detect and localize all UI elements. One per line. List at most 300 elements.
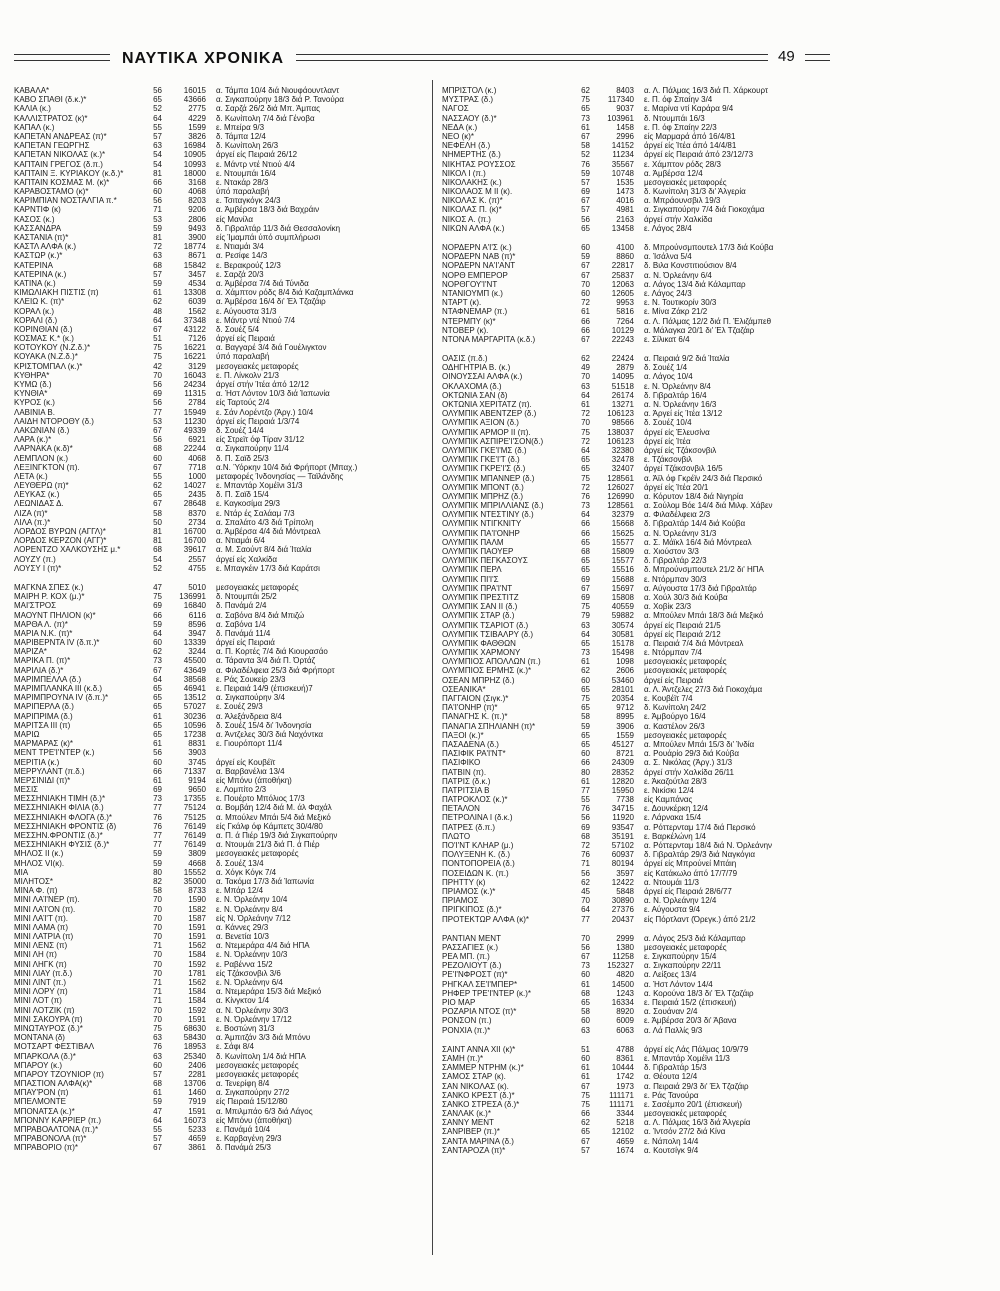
tonnage: 58430	[183, 1033, 206, 1043]
status: α. Σιγκαπούρην 27/2	[216, 1088, 290, 1098]
status: ε. Πειραιά 14/9 (έπισκευή)7	[216, 684, 313, 693]
ship-row	[442, 519, 832, 528]
status: α. Μπιλμπάο 6/3 διά Λάγος	[216, 1106, 313, 1116]
status: α. Σ. Μάϊκλ 16/4 διά Μόντρεαλ	[644, 537, 752, 547]
tonnage: 12102	[611, 1127, 634, 1137]
status: είς Μπόνυ (άποθήκη)	[216, 775, 292, 785]
build-year: 65	[581, 104, 590, 114]
ship-row	[14, 417, 404, 426]
build-year: 75	[581, 427, 590, 437]
ship-name: ΟΛΥΜΠΙΚ ΑΡΜΟΡ ΙΙ (π).	[442, 427, 531, 437]
ship-name: ΠΡΗΤΤΥ (κ)	[442, 877, 486, 887]
ship-name: ΣΑΜΟΣ ΣΤΑΡ (κ).	[442, 1072, 506, 1082]
build-year: 66	[581, 325, 590, 335]
tonnage: 59882	[611, 611, 634, 621]
tonnage: 4534	[188, 278, 206, 288]
status: είς Μανίλα	[216, 214, 253, 224]
ship-name: ΜΠΟΝΝΥ ΚΑΡΡΙΕΡ (π.)	[14, 1115, 102, 1125]
status: α. Θέουτα 12/4	[644, 1072, 698, 1082]
tonnage: 5233	[188, 1125, 206, 1134]
build-year: 61	[581, 400, 590, 409]
tonnage: 4981	[616, 205, 634, 215]
build-year: 75	[581, 1090, 590, 1100]
build-year: 64	[581, 390, 590, 400]
tonnage: 15949	[183, 407, 206, 417]
ship-row	[442, 141, 832, 150]
ship-name: ΡΑΣΣΑΓΙΕΣ (κ.)	[442, 942, 498, 952]
build-year: 70	[153, 370, 162, 380]
status: α. Μπούλεν Μπάι 18/3 διά Μεξικό	[644, 611, 764, 621]
status: άργεί είς Λάς Πάλμας 10/9/79	[644, 1044, 749, 1054]
ship-row	[14, 123, 404, 132]
build-year: 61	[581, 657, 590, 667]
tonnage: 45500	[183, 656, 206, 666]
ship-name: ΜΑΡΘΑ Λ. (π)*	[14, 619, 68, 629]
tonnage: 15668	[611, 519, 634, 529]
ship-name: ΜΠΑΡΚΟΛΑ (δ.)*	[14, 1051, 76, 1061]
build-year: 80	[153, 867, 162, 877]
status: δ. Γιβραλτάρ 29/3 διά Ναγκόγια	[644, 850, 755, 860]
status: ε. Μίνα Ζάκρ 21/2	[644, 307, 708, 317]
ship-row	[14, 426, 404, 435]
tonnage: 16221	[183, 343, 206, 353]
status: ύπό παραλαβή	[216, 187, 270, 197]
build-year: 72	[581, 841, 590, 850]
ship-row	[442, 1007, 832, 1016]
ship-row	[14, 813, 404, 822]
status: ε. Μαρίνα ντί Καράρα 9/4	[644, 104, 734, 114]
ship-name: ΠΟΣΕΙΔΩΝ Κ. (π.)	[442, 868, 509, 878]
tonnage: 13339	[183, 638, 206, 648]
build-year: 56	[153, 380, 162, 389]
ship-row	[442, 823, 832, 832]
status: ε. Σασέμπο 20/1 (έπισκευή)	[644, 1099, 743, 1109]
tonnage: 8995	[616, 712, 634, 722]
build-year: 67	[581, 952, 590, 962]
ship-name: ΝΑΓΟΣ	[442, 104, 469, 114]
tonnage: 40559	[611, 602, 634, 612]
build-year: 70	[581, 933, 590, 943]
build-year: 65	[581, 1127, 590, 1137]
ship-row	[442, 409, 832, 418]
ship-name: ΜΑΡΙΤΣΑ ΙΙΙ (π)	[14, 720, 71, 730]
status: ε. Σάφι 8/4	[216, 1042, 254, 1052]
status: α. Σπαλάτο 4/3 διά Τρίπολη	[216, 517, 314, 527]
build-year: 66	[581, 1109, 590, 1119]
tonnage: 17238	[183, 729, 206, 739]
build-year: 61	[581, 1063, 590, 1073]
ship-name: ΚΛΕΙΩ Κ. (π)*	[14, 297, 65, 307]
ship-name: ΣΑΜΜΕΡ ΝΤΡΗΜ (κ.)*	[442, 1063, 524, 1073]
ship-row	[442, 538, 832, 547]
ship-name: ΟΛΥΜΠΙΚ ΜΠΡΙΛΛΙΑΝΣ (δ.)	[442, 501, 544, 511]
ship-row	[14, 178, 404, 187]
ship-name: ΚΥΜΩ (δ.)	[14, 380, 52, 389]
tonnage: 126990	[607, 491, 634, 501]
ship-row	[442, 215, 832, 224]
status: α. Φιλαδέλφεια 25/3 διά Φρήπορτ	[216, 665, 335, 675]
ship-name: ΚΑΡΑΒΟΣΤΑΜΟ (κ)*	[14, 187, 89, 197]
ship-name: ΠΑΤΡΕΣ (δ.π.)	[442, 822, 495, 832]
ship-name: ΜΠΟΝΑΤΣΑ (κ.)*	[14, 1106, 75, 1116]
ship-name: ΝΙΚΟΛ Ι (π.)	[442, 168, 486, 178]
ship-row	[442, 187, 832, 196]
tonnage: 128561	[607, 501, 634, 511]
ship-row	[442, 666, 832, 675]
tonnage: 32380	[611, 445, 634, 455]
status: είς Πόρτλαντ (Όρεγκ.) άπό 21/2	[644, 914, 756, 924]
ship-row	[14, 656, 404, 665]
ship-row	[442, 483, 832, 492]
ship-row	[442, 428, 832, 437]
build-year: 56	[581, 813, 590, 823]
ship-name: ΝΙΚΟΛΑΚΗΣ (κ.)	[442, 177, 502, 187]
ship-name: ΟΛΥΜΠΙΚ ΧΑΡΜΟΝΥ	[442, 648, 521, 658]
status: άργεί είς Ίτέα	[644, 436, 691, 446]
status: ε. Μάντρ ντέ Ντιού 4/4	[216, 159, 296, 169]
status: δ. Κωνίπολη 7/4 διά Γένοβα	[216, 113, 315, 123]
status: δ. Κωνίπολη 24/2	[644, 703, 707, 713]
tonnage: 3457	[188, 269, 206, 279]
tonnage: 7919	[188, 1097, 206, 1107]
ship-name: ΝΤΑΡΤ (κ).	[442, 298, 482, 308]
tonnage: 98566	[611, 418, 634, 428]
status: α. Π. ά Πιέρ 19/3 διά Σιγκαπούρην	[216, 831, 338, 840]
ship-name: ΠΕΤΑΛΟΝ	[442, 804, 480, 814]
tonnage: 12820	[611, 776, 634, 786]
tonnage: 9206	[188, 205, 206, 215]
ship-row	[14, 859, 404, 868]
ship-name: ΠΑΤΡΟΚΛΟΣ (κ.)*	[442, 795, 508, 805]
status: α. Λ. Άντζελες 27/3 διά Γιοκοχάμα	[644, 684, 763, 694]
tonnage: 9712	[616, 703, 634, 713]
ship-row	[442, 676, 832, 685]
ship-row	[442, 565, 832, 574]
ship-name: ΡΙΟ ΜΑΡ	[442, 998, 476, 1007]
status: α. Ίσάλνα 5/4	[644, 252, 692, 262]
tonnage: 9493	[188, 223, 206, 233]
status: είς Ν. Όρλεάνην 7/12	[216, 913, 291, 923]
status: ε. Π. όφ Σπαίην 3/4	[644, 95, 713, 105]
ship-row	[14, 499, 404, 508]
ship-row	[442, 547, 832, 556]
tonnage: 18000	[183, 168, 206, 178]
tonnage: 1559	[616, 730, 634, 740]
status: α. Άμβέρσα 7/4 διά Τύνιδα	[216, 278, 309, 288]
ship-row	[442, 261, 832, 270]
ship-name: ΚΑΣΤΑΝΙΑ (π)*	[14, 233, 69, 242]
ship-name: ΛΟΡΔΟΣ ΚΕΡΖΟΝ (ΑΓΓ)*	[14, 536, 107, 546]
ship-name: ΣΑΝΡΙΒΕΡ (π.)*	[442, 1127, 500, 1137]
ship-row	[14, 923, 404, 932]
tonnage: 15178	[611, 638, 634, 648]
status: ε. Χάμπτον ρόδς 28/3	[644, 159, 721, 169]
ship-name: ΜΠΕΛΜΟΝΤΕ	[14, 1097, 67, 1107]
ship-row	[14, 509, 404, 518]
build-year: 64	[153, 113, 162, 123]
ship-row	[442, 896, 832, 905]
build-year: 60	[581, 288, 590, 298]
build-year: 70	[153, 968, 162, 978]
status: α. Χόγκ Κόγκ 7/4	[216, 867, 277, 877]
status: α. Σιγκαπούρην 3/4	[216, 693, 285, 703]
build-year: 66	[581, 519, 590, 529]
tonnage: 1592	[188, 959, 206, 969]
ship-name: ΜΙΝΙ ΛΑΊ'Τ (π).	[14, 913, 68, 923]
tonnage: 30574	[611, 620, 634, 630]
build-year: 60	[153, 453, 162, 463]
ship-name: ΠΟΛΥΞΕΝΗ Κ. (δ.)	[442, 850, 511, 860]
tonnage: 1584	[188, 987, 206, 997]
ship-row	[14, 233, 404, 242]
status: α. Σουάναν 2/4	[644, 1007, 698, 1017]
tonnage: 28648	[183, 499, 206, 509]
build-year: 54	[153, 554, 162, 564]
tonnage: 1000	[188, 471, 206, 481]
status: α. Ντιαμάι 6/4	[216, 536, 265, 546]
ship-row	[442, 95, 832, 104]
ship-name: ΛΕΥΚΑΣ (κ.)	[14, 490, 60, 500]
ship-name: ΟΛΥΜΠΙΚ ΠΕΓΚΑΣΟΥΣ	[442, 556, 528, 566]
build-year: 65	[581, 998, 590, 1007]
ship-name: ΚΑΠΤΑΙΝ ΓΡΕΓΟΣ (δ.π.)	[14, 159, 103, 169]
status: δ. Κωνίπολη 1/4 διά ΗΠΑ	[216, 1051, 306, 1061]
ship-name: ΝΟΡΔΕΡΝ Α'Ι'Σ (κ.)	[442, 243, 512, 252]
ship-row	[14, 251, 404, 260]
status: α. Χοβίκ 23/3	[644, 602, 692, 612]
status: α. Ν. Όρλεάνην 16/3	[644, 400, 717, 409]
status: α. Μ. Σαούντ 8/4 διά Ίταλία	[216, 545, 312, 555]
build-year: 57	[581, 205, 590, 215]
ship-row	[442, 685, 832, 694]
build-year: 64	[153, 628, 162, 638]
build-year: 72	[581, 409, 590, 419]
tonnage: 15516	[611, 565, 634, 575]
build-year: 59	[581, 252, 590, 262]
ship-name: ΜΙΝΙ ΛΑΊ'ΝΕΡ (π).	[14, 895, 80, 905]
tonnage: 8831	[188, 739, 206, 749]
ship-row	[14, 150, 404, 159]
tonnage: 13706	[183, 1079, 206, 1089]
ship-name: ΝΙΚΟΣ Α. (π.)	[442, 214, 491, 224]
status: άργεί είς Πειραιά 1/3/74	[216, 416, 300, 426]
ship-row	[14, 435, 404, 444]
ship-name: ΝΟΡΔΕΡΝ ΝΑΒ (π)*	[442, 252, 516, 262]
status: ε. Ν. Όρλεάνην 10/4	[216, 895, 288, 905]
ship-name: ΜΙΝΙ ΣΑΚΟΥΡΑ (π)	[14, 1014, 83, 1024]
tonnage: 128561	[607, 473, 634, 483]
tonnage: 2163	[616, 214, 634, 224]
ship-name: ΠΑΤΡΙΤΣΙΑ Β	[442, 785, 490, 795]
status: α. Τάμπα 10/4 διά Νιουφάουντλαντ	[216, 86, 340, 95]
build-year: 65	[581, 565, 590, 575]
ship-name: ΜΑΡΙΜΠΕΛΛΑ (δ.)	[14, 674, 82, 684]
ship-name: ΜΗΛΟΣ ΙΙ (κ.)	[14, 849, 64, 859]
ship-row	[14, 1042, 404, 1051]
ship-name: ΠΑ'Ι'ΟΝΗΡ (π)*	[442, 703, 498, 713]
ship-name: ΜΑΡΜΑΡΑΣ (κ)*	[14, 739, 74, 749]
build-year: 64	[581, 629, 590, 639]
tonnage: 1591	[188, 1014, 206, 1024]
ship-row	[442, 841, 832, 850]
status: α. Ν. Όρλεάνην 12/4	[644, 896, 717, 906]
ship-row	[14, 160, 404, 169]
ship-row	[14, 886, 404, 895]
status: άργεί είς Πειραιά	[216, 334, 275, 344]
status: άργεί Τζάκσονβιλ 16/5	[644, 464, 723, 474]
ship-row	[14, 215, 404, 224]
ship-list-group	[442, 86, 832, 233]
tonnage: 57102	[611, 841, 634, 850]
ship-name: ΠΡΙΑΜΟΣ	[442, 896, 479, 906]
build-year: 57	[153, 1134, 162, 1144]
build-year: 68	[581, 547, 590, 556]
status: α. Κορούνα 18/3 δι' Έλ Τζαζάιρ	[644, 988, 754, 998]
ship-row	[442, 832, 832, 841]
ship-name: ΚΟΥΑΚΑ (Ν.Ζ.δ.)*	[14, 352, 78, 362]
build-year: 60	[581, 1053, 590, 1063]
status: δ. Μπρούνσμπουτελ 21/2 δι' ΗΠΑ	[644, 565, 764, 575]
build-year: 80	[581, 767, 590, 777]
build-year: 68	[153, 545, 162, 555]
ship-name: ΟΣΕΑΝ ΜΠΡΗΖ (δ.)	[442, 675, 515, 685]
ship-name: ΜΕΣΣΗΝΙΑΚΗ ΦΡΟΝΤΙΣ (δ)	[14, 821, 117, 831]
ship-row	[442, 703, 832, 712]
ship-name: ΜΕΡΙΤΙΑ (κ.)	[14, 757, 60, 767]
ship-row	[442, 418, 832, 427]
ship-name: ΚΑΒΟ ΣΠΑΘΙ (δ.κ.)*	[14, 95, 87, 105]
tonnage: 14500	[611, 979, 634, 989]
ship-row	[442, 584, 832, 593]
ship-row	[442, 961, 832, 970]
ship-name: ΡΗΦΕΡ ΤΡΕ'Ι'ΝΤΕΡ (κ.)*	[442, 988, 532, 998]
tonnage: 4659	[188, 1134, 206, 1144]
tonnage: 9194	[188, 775, 206, 785]
tonnage: 11258	[612, 952, 634, 962]
tonnage: 43122	[183, 324, 206, 334]
ship-name: ΡΟΝΣΟΝ (π.)	[442, 1016, 492, 1026]
ship-name: ΚΑΠΑΛ (κ.)	[14, 122, 55, 132]
ship-row	[14, 297, 404, 306]
tonnage: 75124	[183, 803, 206, 813]
ship-row	[14, 444, 404, 453]
tonnage: 4659	[616, 1136, 634, 1146]
ship-name: ΚΟΣΜΑΣ Κ.* (κ.)	[14, 334, 74, 344]
tonnage: 27376	[611, 905, 634, 915]
ship-row	[14, 114, 404, 123]
tonnage: 3168	[188, 177, 206, 187]
ship-name: ΣΑΙΝΤ ΑΝΝΑ XII (κ)*	[442, 1044, 516, 1054]
ship-row	[442, 813, 832, 822]
ship-name: ΜΑΡΙΠΕΡΛΑ (δ.)	[14, 702, 74, 712]
tonnage: 15697	[611, 583, 634, 593]
build-year: 57	[153, 1069, 162, 1079]
status: α. Βαρβανέλια 13/4	[216, 766, 285, 776]
build-year: 76	[153, 1042, 162, 1052]
ship-row	[14, 398, 404, 407]
status: ε. Λάγος 24/3	[644, 288, 692, 298]
ship-name: ΜΑΡΙΜΠΛΑΝΚΑ ΙΙΙ (κ.δ.)	[14, 684, 103, 693]
ship-name: ΚΙΜΩΛΙΑΚΗ ΠΙΣΤΙΣ (π)	[14, 288, 99, 298]
build-year: 68	[581, 831, 590, 841]
ship-name: ΟΛΥΜΠΙΟΣ ΑΠΟΛΛΩΝ (π.)	[442, 657, 541, 667]
ship-name: ΚΑΤΙΝΑ (κ.)	[14, 278, 56, 288]
ship-row	[442, 934, 832, 943]
build-year: 59	[581, 168, 590, 178]
tonnage: 9953	[616, 298, 634, 308]
build-year: 58	[153, 886, 162, 896]
ship-row	[442, 989, 832, 998]
build-year: 59	[153, 1097, 162, 1107]
ship-row	[14, 490, 404, 499]
magazine-title: ΝΑΥΤΙΚΑ ΧΡΟΝΙΚΑ	[110, 50, 296, 68]
status: α. Χιούστον 3/3	[644, 547, 699, 556]
build-year: 75	[153, 343, 162, 353]
ship-name: ΛΑΚΩΝΙΑΝ (δ.)	[14, 425, 70, 435]
tonnage: 126027	[607, 482, 634, 492]
tonnage: 22817	[611, 261, 634, 271]
build-year: 81	[153, 233, 162, 242]
tonnage: 32379	[611, 510, 634, 520]
ship-row	[14, 739, 404, 748]
tonnage: 5848	[616, 886, 634, 896]
status: α. Άϊλ όφ Γκρέϊν 24/3 διά Περσικό	[644, 473, 763, 483]
ship-row	[14, 895, 404, 904]
ship-row	[14, 996, 404, 1005]
ship-name: ΟΛΥΜΠΙΚ ΓΚΕ'Ι'ΜΣ (δ.)	[442, 445, 527, 455]
status: ε. Άμβέρσα 20/3 δι' Άβανα	[644, 1016, 737, 1026]
tonnage: 24234	[183, 380, 206, 389]
tonnage: 30581	[611, 629, 634, 639]
status: ε. Σουέζ 29/3	[216, 702, 263, 712]
build-year: 62	[581, 877, 590, 887]
tonnage: 2406	[188, 1060, 206, 1070]
tonnage: 3906	[616, 721, 634, 731]
tonnage: 3244	[188, 647, 206, 657]
ship-name: ΛΑΙΔΗ ΝΤΟΡΟΘΥ (δ.)	[14, 416, 94, 426]
ship-row	[14, 1088, 404, 1097]
right-column	[442, 86, 832, 1165]
tonnage: 16334	[611, 998, 634, 1007]
ship-row	[442, 132, 832, 141]
tonnage: 2775	[188, 104, 206, 114]
ship-name: ΚΑΣΤΩΡ (κ.)*	[14, 251, 63, 261]
ship-name: ΚΟΤΟΥΚΟΥ (Ν.Ζ.δ.)*	[14, 343, 91, 353]
status: α. Κόρυτον 18/4 διά Νιγηρία	[644, 491, 744, 501]
tonnage: 76149	[183, 821, 206, 831]
build-year: 70	[153, 895, 162, 905]
ship-row	[442, 998, 832, 1007]
ship-row	[14, 279, 404, 288]
status: α. Λάγος 10/4	[644, 372, 693, 382]
ship-row	[442, 474, 832, 483]
status: είς Μαρμαρά άπό 16/4/81	[644, 131, 736, 141]
column-divider	[432, 80, 433, 1255]
build-year: 67	[581, 270, 590, 280]
build-year: 70	[581, 896, 590, 906]
ship-name: ΝΤΑΝΙΟΥΜΠ (κ.)	[442, 288, 503, 298]
ship-row	[14, 1107, 404, 1116]
tonnage: 2606	[616, 666, 634, 676]
status: α. Λάγος 13/4 διά Κάλαμπαρ	[644, 279, 746, 289]
ship-row	[14, 343, 404, 352]
build-year: 56	[153, 398, 162, 408]
ship-row	[442, 196, 832, 205]
ship-name: ΝΙΚΟΛΑΣ Κ. (π)*	[442, 196, 503, 206]
tonnage: 76149	[183, 831, 206, 840]
status: α. Ντεμεράρα 4/4 διά ΗΠΑ	[216, 941, 310, 951]
build-year: 63	[153, 1033, 162, 1043]
